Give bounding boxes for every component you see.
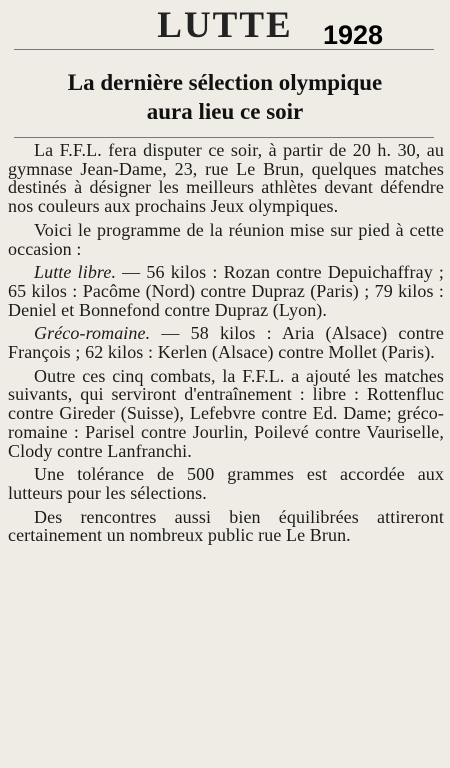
text-greco-romaine: — 58 kilos : Aria (Alsace) contre François ; 62 kilos : Kerlen (Alsace) contre Mollet (Paris).	[8, 323, 444, 363]
year-label: 1928	[323, 20, 384, 50]
paragraph-lutte-libre	[8, 263, 444, 319]
paragraph-tolerance: Une tolérance de 500 grammes est accordée aux lutteurs pour les sélections.	[8, 464, 444, 503]
paragraph-extra-matches: Outre ces cinq combats, la F.F.L. a ajouté les matches suivants, qui serviront d'entraînement : libre : Rottenfluc contre Gireder (Suisse), Lefebvre contre Ed. Dame; gréco-romaine : Parisel contre Jourlin, Poilevé contre Vauriselle, Clody contre Lanfranchi.	[8, 365, 444, 461]
paragraph-greco-romaine	[8, 324, 444, 361]
text-lutte-libre: — 56 kilos : Rozan contre Depuichaffray ; 65 kilos : Pacôme (Nord) contre Dupraz (Paris) ; 79 kilos : Deniel et Bonnefond contre Dupraz (Lyon).	[8, 262, 445, 320]
paragraph-program: Voici le programme de la réunion mise sur pied à cette occasion :	[8, 219, 444, 259]
paragraph-intro: La F.F.L. fera disputer ce soir, à partir de 20 h. 30, au gymnase Jean-Dame, 23, rue Le Brun, quelques matches destinés à désigner les meilleurs athlètes devant défendre nos couleurs aux prochains Jeux olympiques.	[8, 140, 444, 217]
article-headline	[0, 68, 450, 126]
paragraph-closing: Des rencontres aussi bien équilibrées attireront certainement un nombreux public rue Le Brun.	[8, 506, 444, 546]
label-lutte-libre: Lutte libre.	[34, 262, 117, 283]
divider-bottom	[14, 137, 434, 138]
headline-line-1: La dernière sélection olympique	[67, 70, 383, 95]
headline-line-2: aura lieu ce soir	[146, 99, 304, 124]
section-title: LUTTE	[157, 5, 293, 46]
article-body	[8, 141, 444, 550]
divider-top	[14, 49, 434, 50]
label-greco-romaine: Gréco-romaine.	[34, 323, 151, 344]
